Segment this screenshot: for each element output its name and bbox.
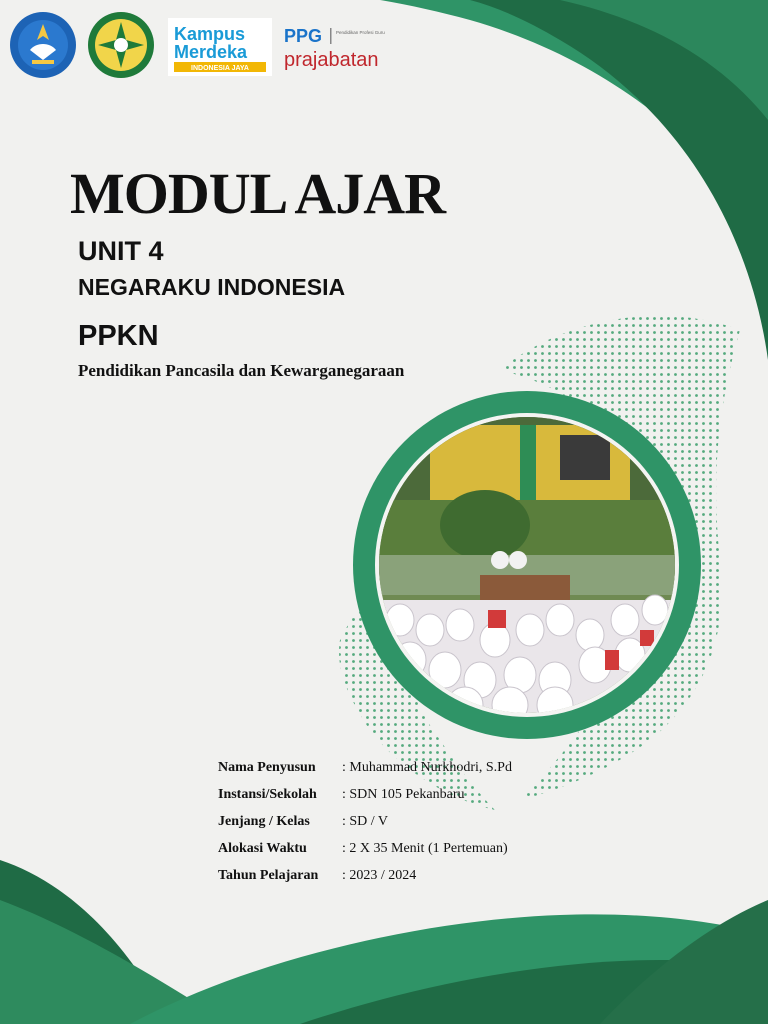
info-value: : 2023 / 2024	[342, 868, 417, 883]
info-row	[218, 760, 512, 787]
info-label: Tahun Pelajaran	[218, 868, 319, 883]
unit-number: UNIT 4	[78, 236, 164, 266]
info-row	[218, 868, 512, 895]
kemenag-logo	[86, 10, 156, 80]
info-label: Jenjang / Kelas	[218, 814, 310, 829]
subject-full-name: Pendidikan Pancasila dan Kewarganegaraan	[78, 361, 405, 380]
kampus-tagline: INDONESIA JAYA	[191, 65, 249, 72]
info-row	[218, 841, 512, 868]
info-value: : SD / V	[342, 814, 389, 829]
info-row	[218, 787, 512, 814]
info-label: Alokasi Waktu	[218, 841, 307, 856]
ppg-text: PPG	[284, 26, 323, 46]
info-label: Instansi/Sekolah	[218, 787, 317, 802]
info-row	[218, 814, 512, 841]
info-table	[218, 760, 512, 895]
tut-wuri-handayani-logo	[8, 10, 78, 80]
subject-code: PPKN	[78, 320, 159, 352]
ppg-small-text: Pendidikan Profesi Guru	[336, 30, 385, 35]
ppg-prajabatan-logo	[282, 20, 402, 76]
info-label: Nama Penyusun	[218, 760, 316, 775]
info-value: : 2 X 35 Menit (1 Pertemuan)	[342, 841, 508, 856]
unit-title: NEGARAKU INDONESIA	[78, 274, 346, 300]
module-title: MODUL AJAR	[70, 161, 446, 226]
kampus-text: Kampus	[174, 24, 246, 44]
prajabatan-text: prajabatan	[284, 49, 379, 71]
info-value: : Muhammad Nurkhodri, S.Pd	[342, 760, 512, 775]
merdeka-text: Merdeka	[174, 42, 248, 62]
info-value: : SDN 105 Pekanbaru	[342, 787, 465, 802]
kampus-merdeka-logo	[168, 18, 272, 76]
author-info	[218, 760, 512, 895]
